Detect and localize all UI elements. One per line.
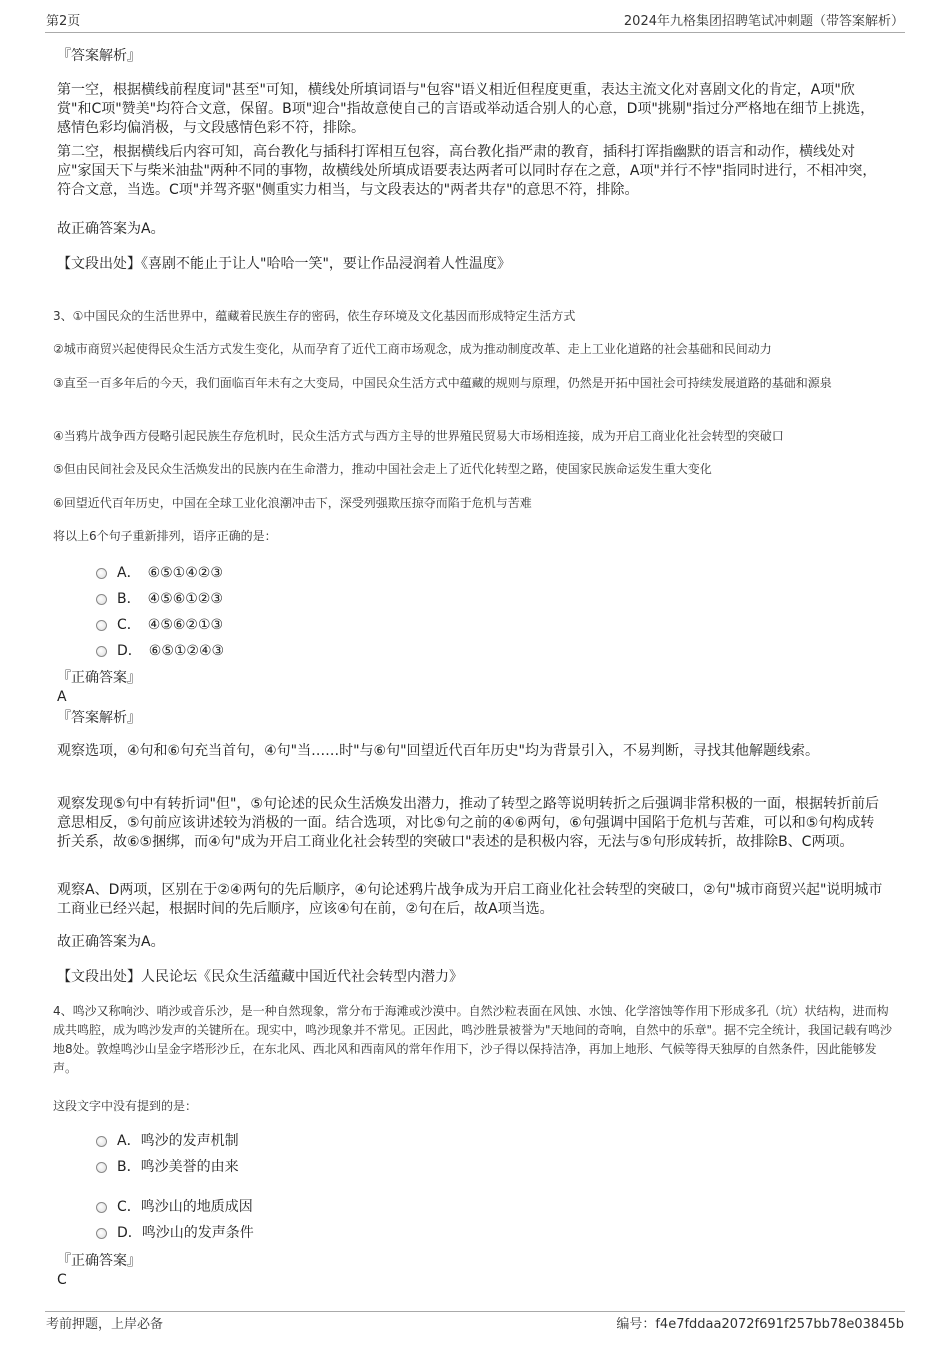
option-label: C． ④⑤⑥②①③ [117,617,224,633]
footer-divider [45,1311,905,1312]
option-d[interactable] [96,642,224,661]
option-b[interactable] [96,590,223,609]
radio-icon[interactable] [96,1162,107,1173]
option-a[interactable] [96,1132,239,1151]
option-label: C．鸣沙山的地质成因 [117,1199,253,1215]
analysis-paragraph: 观察选项，④句和⑥句充当首句，④句"当……时"与⑥句"回望近代百年历史"均为背景引入，不易判断，寻找其他解题线索。 [57,743,819,759]
source-citation: 【文段出处】人民论坛《民众生活蕴藏中国近代社会转型内潜力》 [57,969,463,985]
radio-icon[interactable] [96,1136,107,1147]
question-sentence: 3、①中国民众的生活世界中，蕴藏着民族生存的密码，依生存环境及文化基因而形成特定生活方式 [53,309,576,323]
correct-answer-label: 『正确答案』 [57,1253,141,1269]
question-stem: 4、鸣沙又称响沙、哨沙或音乐沙，是一种自然现象，常分布于海滩或沙漠中。自然沙粒表面在风蚀、水蚀、化学溶蚀等作用下形成多孔（坑）状结构，进而构成共鸣腔，成为鸣沙发声的关键所在。现实中，鸣沙现象并不常见。正因此，鸣沙胜景被誉为"天地间的奇响，自然中的乐章"。据不完全统计，我国记载有鸣沙地8处。敦煌鸣沙山呈金字塔形沙丘，在东北风、西北风和西南风的常年作用下，沙子得以保持洁净，再加上地形、气候等得天独厚的自然条件，因此能够发声。 [53,1004,893,1075]
radio-icon[interactable] [96,620,107,631]
question-sentence: ②城市商贸兴起使得民众生活方式发生变化，从而孕育了近代工商市场观念，成为推动制度改革、走上工业化道路的社会基础和民间动力 [53,342,772,356]
analysis-paragraph: 观察发现⑤句中有转折词"但"，⑤句论述的民众生活焕发出潜力，推动了转型之路等说明转折之后强调非常积极的一面，根据转折前后意思相反，⑤句前应该讲述较为消极的一面。结合选项，对比⑤句之前的④⑥两句，⑥句强调中国陷于危机与苦难，可以和⑤句构成转折关系，故⑥⑤捆绑，而④句"成为开启工商业化社会转型的突破口"表述的是积极内容，无法与⑤句形成转折，故排除B、C两项。 [57,796,879,850]
analysis-paragraph: 观察A、D两项，区别在于②④两句的先后顺序，④句论述鸦片战争成为开启工商业化社会转型的突破口，②句"城市商贸兴起"说明城市工商业已经兴起，根据时间的先后顺序，应该④句在前，②句在后，故A项当选。 [57,882,883,917]
option-c[interactable] [96,1198,253,1217]
analysis-label: 『答案解析』 [57,710,141,726]
option-label: A．鸣沙的发声机制 [117,1133,239,1149]
radio-icon[interactable] [96,568,107,579]
document-title: 2024年九格集团招聘笔试冲刺题（带答案解析） [623,14,904,29]
question-prompt: 这段文字中没有提到的是： [53,1099,198,1113]
option-b[interactable] [96,1158,239,1177]
option-label: D．鸣沙山的发声条件 [117,1225,254,1241]
radio-icon[interactable] [96,1202,107,1213]
correct-answer: A [57,689,67,705]
answer-statement: 故正确答案为A。 [57,221,165,237]
correct-answer: C [57,1272,67,1288]
radio-icon[interactable] [96,594,107,605]
option-label: B． ④⑤⑥①②③ [117,591,223,607]
analysis-label: 『答案解析』 [57,48,141,64]
radio-icon[interactable] [96,1228,107,1239]
question-sentence: ④当鸦片战争西方侵略引起民族生存危机时，民众生活方式与西方主导的世界殖民贸易大市场相连接，成为开启工商业化社会转型的突破口 [53,429,784,443]
footer-slogan: 考前押题，上岸必备 [46,1317,164,1332]
option-c[interactable] [96,616,223,635]
analysis-paragraph: 第一空，根据横线前程度词"甚至"可知，横线处所填词语与"包容"语义相近但程度更重，表达主流文化对喜剧文化的肯定，A项"欣赏"和C项"赞美"均符合文意，保留。B项"迎合"指故意使自己的言语或举动适合别人的心意，D项"挑剔"指过分严格地在细节上挑选，感情色彩均偏消极，与文段感情色彩不符，排除。 [57,82,875,136]
correct-answer-label: 『正确答案』 [57,670,141,686]
source-citation: 【文段出处】《喜剧不能止于让人"哈哈一笑"，要让作品浸润着人性温度》 [57,256,511,272]
page-number: 第2页 [46,14,81,29]
question-sentence: ⑥回望近代百年历史，中国在全球工业化浪潮冲击下，深受列强欺压掠夺而陷于危机与苦难 [53,496,532,510]
option-d[interactable] [96,1224,254,1243]
question-prompt: 将以上6个句子重新排列，语序正确的是： [53,529,277,543]
header-divider [45,32,905,33]
option-a[interactable] [96,564,223,583]
document-id: 编号：f4e7fddaa2072f691f257bb78e03845b [616,1317,904,1332]
option-label: A． ⑥⑤①④②③ [117,565,223,581]
analysis-paragraph: 第二空，根据横线后内容可知，高台教化与插科打诨相互包容，高台教化指严肃的教育，插科打诨指幽默的语言和动作，横线处对应"家国天下与柴米油盐"两种不同的事物，故横线处所填成语要表达两者可以同时存在之意，A项"并行不悖"指同时进行，不相冲突，符合文意，当选。C项"并驾齐驱"侧重实力相当，与文段表达的"两者共存"的意思不符，排除。 [57,144,877,198]
radio-icon[interactable] [96,646,107,657]
option-label: B．鸣沙美誉的由来 [117,1159,239,1175]
option-label: D． ⑥⑤①②④③ [117,643,225,659]
question-sentence: ⑤但由民间社会及民众生活焕发出的民族内在生命潜力，推动中国社会走上了近代化转型之路，使国家民族命运发生重大变化 [53,462,712,476]
question-sentence: ③直至一百多年后的今天，我们面临百年未有之大变局，中国民众生活方式中蕴藏的规则与原理，仍然是开拓中国社会可持续发展道路的基础和源泉 [53,376,832,390]
answer-statement: 故正确答案为A。 [57,934,165,950]
